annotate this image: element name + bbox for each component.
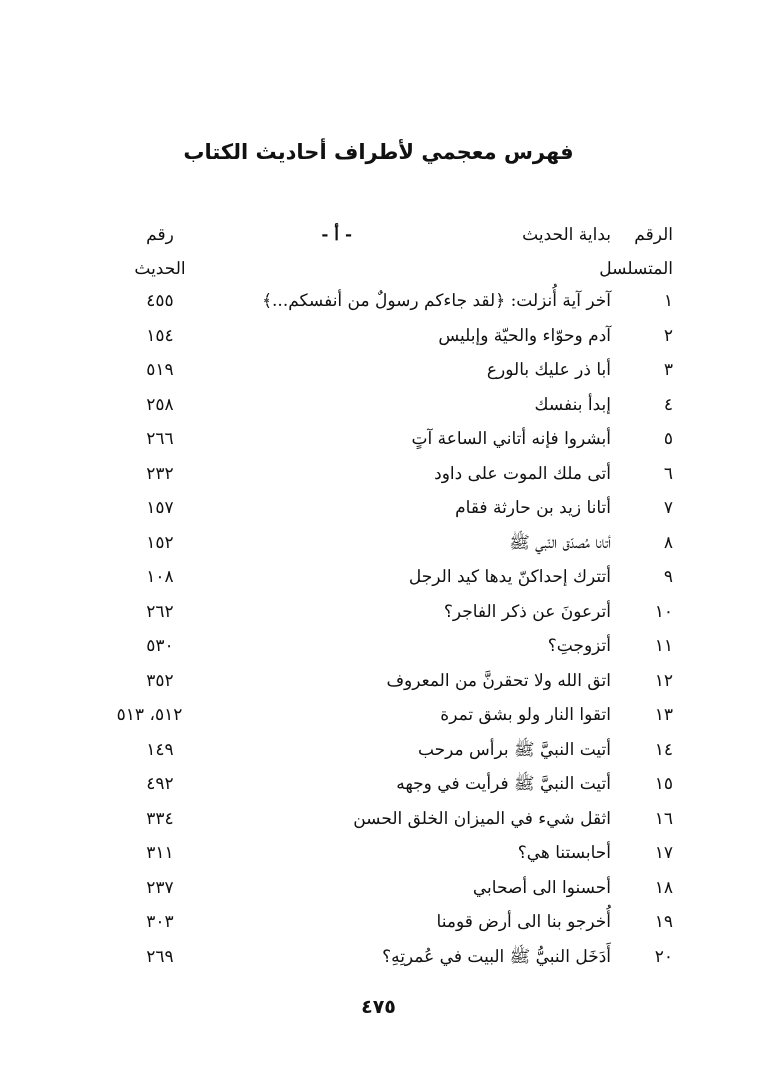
- list-item: [0, 319, 757, 354]
- hadith-start: اثقل شيء في الميزان الخلق الحسن: [353, 808, 611, 829]
- hadith-ref: ١٤٩: [146, 739, 174, 760]
- list-item: [0, 284, 757, 319]
- hadith-ref: ٢٦٩: [146, 946, 174, 967]
- page-title: فهرس معجمي لأطراف أحاديث الكتاب: [183, 140, 574, 164]
- list-item: [0, 526, 757, 561]
- hadith-ref: ٤٩٢: [146, 774, 174, 794]
- hadith-start: أُخرجو بنا الى أرض قومنا: [436, 912, 611, 932]
- hadith-start: أتى ملك الموت على داود: [434, 463, 611, 484]
- hadith-ref: ٢٣٢: [146, 463, 174, 484]
- section-letter: - أ -: [321, 225, 352, 245]
- list-item: [0, 560, 757, 595]
- row-number: ٨: [663, 532, 673, 553]
- header-start-column: بداية الحديث: [522, 225, 611, 245]
- hadith-start: أترعونَ عن ذكر الفاجر؟: [443, 601, 611, 622]
- list-item: [0, 940, 757, 975]
- hadith-start: أبا ذر عليك بالورع: [486, 360, 611, 380]
- hadith-ref: ٣٠٣: [146, 912, 174, 932]
- row-number: ١٠: [654, 601, 673, 622]
- list-item: [0, 871, 757, 906]
- hadith-index-list: [0, 284, 757, 974]
- list-item: [0, 353, 757, 388]
- hadith-ref: ٥٣٠: [146, 636, 174, 656]
- hadith-start: أحسنوا الى أصحابي: [472, 877, 611, 898]
- header-ref-label-2: الحديث: [134, 259, 186, 279]
- row-number: ١١: [654, 636, 673, 656]
- hadith-ref: ٥١٢، ٥١٣: [116, 705, 183, 725]
- list-item: [0, 629, 757, 664]
- list-item: [0, 491, 757, 526]
- hadith-ref: ٢٦٦: [146, 429, 174, 449]
- hadith-start: أتانا زيد بن حارثة فقام: [455, 498, 611, 518]
- hadith-ref: ٤٥٥: [146, 291, 174, 311]
- list-item: [0, 595, 757, 630]
- row-number: ٧: [663, 498, 673, 518]
- hadith-start: أحابستنا هي؟: [517, 843, 611, 863]
- row-number: ٦: [663, 463, 673, 484]
- header-number-label-2: المتسلسل: [599, 259, 673, 279]
- row-number: ١٤: [654, 739, 673, 760]
- row-number: ٢: [663, 325, 673, 346]
- header-number-label: الرقم: [634, 225, 673, 245]
- list-item: [0, 422, 757, 457]
- list-item: [0, 905, 757, 940]
- hadith-ref: ٣١١: [146, 843, 174, 863]
- list-item: [0, 457, 757, 492]
- header-ref-column: [120, 218, 200, 286]
- hadith-start: أتترك إحداكنّ يدها كيد الرجل: [408, 567, 611, 587]
- hadith-start: أتيت النبيَّ ﷺ برأس مرحب: [417, 739, 611, 760]
- hadith-start: اتقوا النار ولو بشق تمرة: [440, 705, 611, 725]
- list-item: [0, 767, 757, 802]
- row-number: ٩: [663, 567, 673, 587]
- hadith-ref: ١٥٢: [146, 532, 174, 553]
- list-item: [0, 733, 757, 768]
- list-item: [0, 698, 757, 733]
- hadith-start: أَدَخَل النبيُّ ﷺ البيت في عُمرتِهِ؟: [382, 946, 611, 967]
- row-number: ١٧: [654, 843, 673, 863]
- row-number: ١٦: [654, 808, 673, 829]
- row-number: ١٥: [654, 774, 673, 794]
- list-item: [0, 388, 757, 423]
- hadith-start: إبدأ بنفسك: [534, 394, 611, 415]
- list-item: [0, 836, 757, 871]
- hadith-ref: ١٥٤: [146, 325, 174, 346]
- hadith-ref: ٥١٩: [146, 360, 174, 380]
- row-number: ١٨: [654, 877, 673, 898]
- list-item: [0, 664, 757, 699]
- page-number: ٤٧٥: [361, 996, 396, 1018]
- hadith-start: أتزوجتِ؟: [547, 636, 611, 656]
- hadith-start: اتق الله ولا تحقرنَّ من المعروف: [386, 670, 611, 691]
- hadith-start: أتيت النبيَّ ﷺ فرأيت في وجهه: [396, 774, 611, 794]
- hadith-ref: ١٥٧: [146, 498, 174, 518]
- row-number: ٥: [663, 429, 673, 449]
- hadith-ref: ١٠٨: [146, 567, 174, 587]
- hadith-start: أبشروا فإنه أتاني الساعة آتٍ: [411, 429, 611, 449]
- row-number: ٢٠: [654, 946, 673, 967]
- row-number: ٤: [663, 394, 673, 415]
- header-ref-label: رقم: [146, 225, 174, 245]
- hadith-start: آدم وحوّاء والحيّة وإبليس: [438, 325, 611, 346]
- hadith-start: آخر آية أُنزلت: ﴿لقد جاءكم رسولٌ من أنفسكم...﴾: [262, 291, 611, 311]
- table-header: [0, 218, 757, 278]
- row-number: ١٢: [654, 670, 673, 691]
- hadith-ref: ٢٦٢: [146, 601, 174, 622]
- hadith-ref: ٣٥٢: [146, 670, 174, 691]
- hadith-start: أتانا مُصدّق النّبي ﷺ: [509, 532, 611, 553]
- list-item: [0, 802, 757, 837]
- hadith-ref: ٢٣٧: [146, 877, 174, 898]
- row-number: ١: [663, 291, 673, 311]
- hadith-ref: ٢٥٨: [146, 394, 174, 415]
- row-number: ٣: [663, 360, 673, 380]
- hadith-ref: ٣٣٤: [146, 808, 174, 829]
- row-number: ١٩: [654, 912, 673, 932]
- row-number: ١٣: [654, 705, 673, 725]
- header-number-column: [599, 218, 673, 286]
